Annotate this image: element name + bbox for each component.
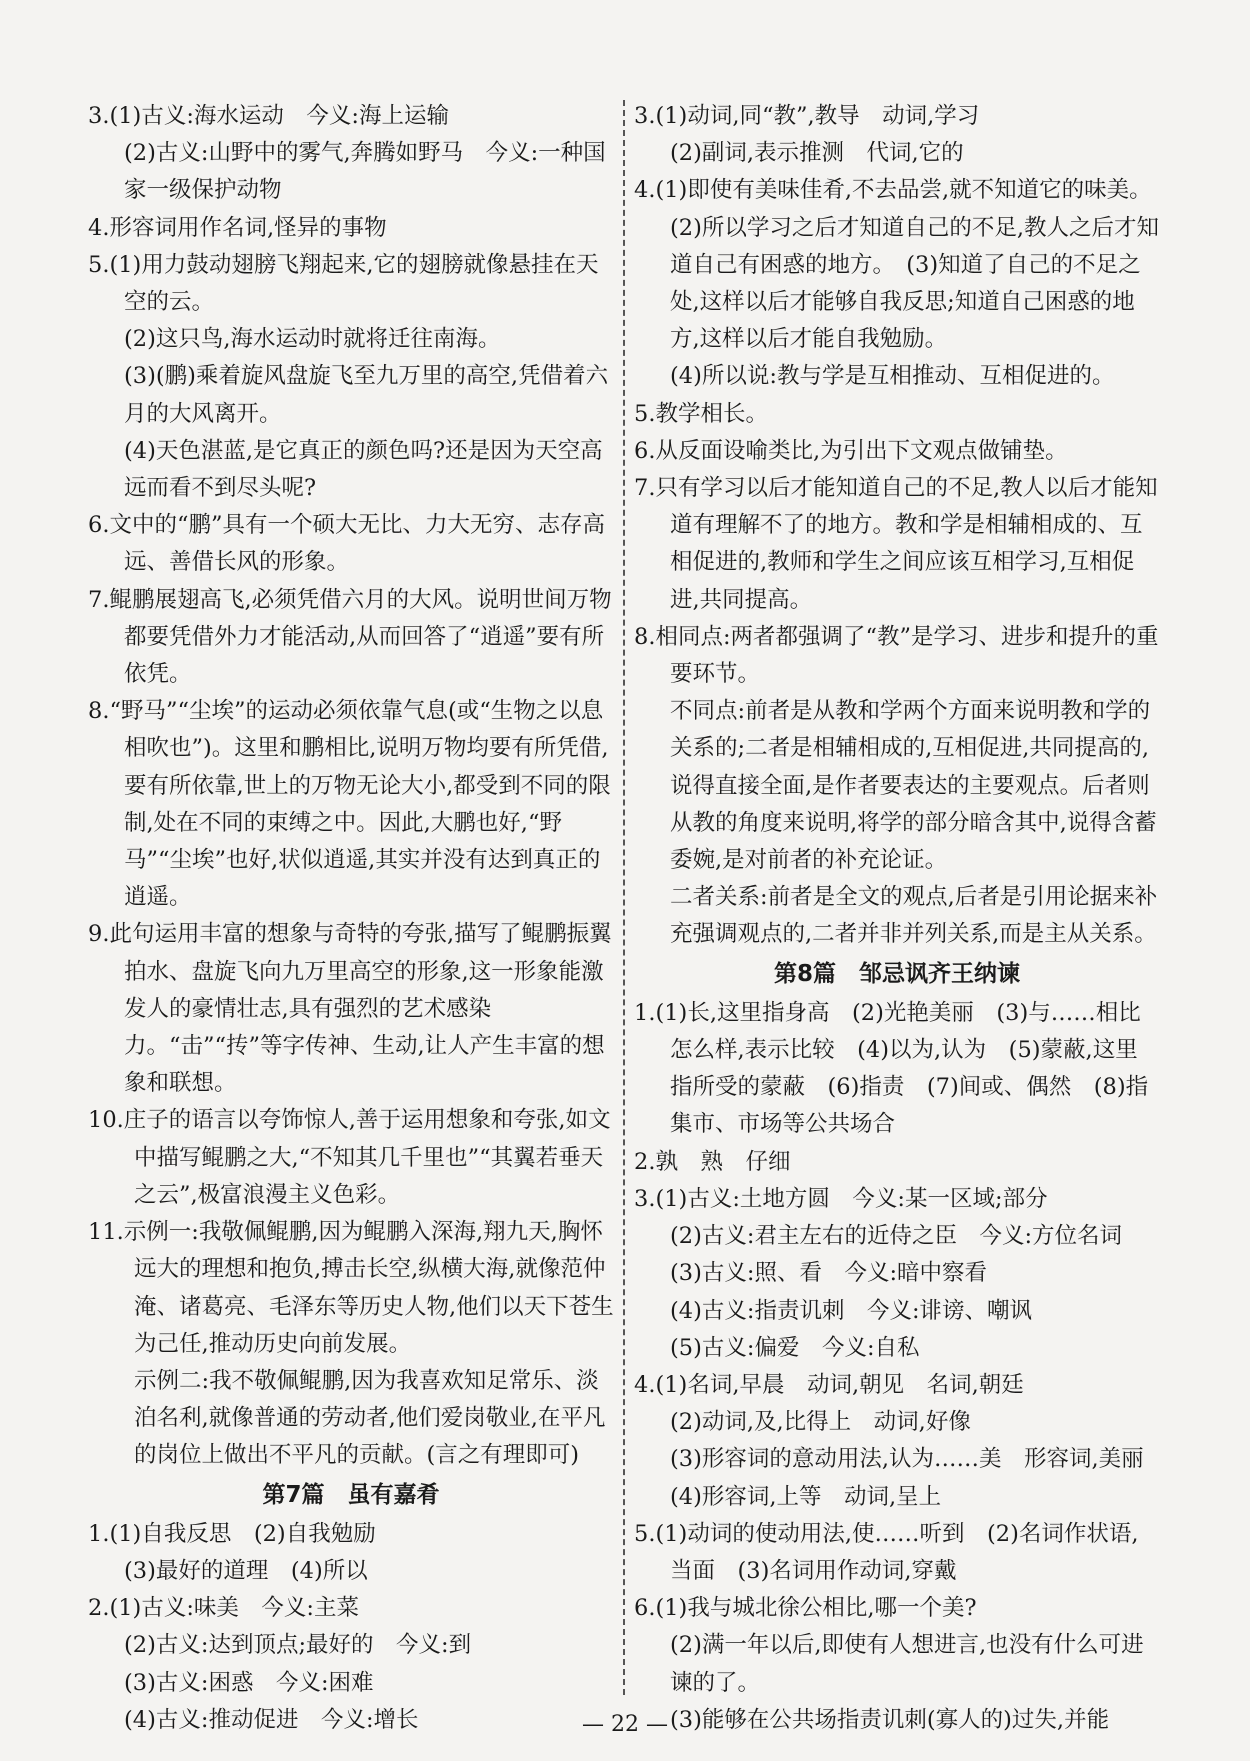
answer-item: 3.(1)古义:海水运动 今义:海上运输 <box>88 103 450 129</box>
answer-item: 8.相同点:两者都强调了“教”是学习、进步和提升的重要环节。 <box>634 623 1159 688</box>
answer-item: 8.“野马”“尘埃”的运动必须依靠气息(或“生物之以息相吹也”)。这里和鹏相比,说明万物均要有所凭借,要有所依靠,世上的万物无论大小,都受到不同的限制,处在不同的束缚之中。因此,大鹏也好,“野马”“尘埃”也好,状似逍遥,其实并没有达到真正的逍遥。 <box>88 698 611 911</box>
answer-item: 4.(1)即使有美味佳肴,不去品尝,就不知道它的味美。 (2)所以学习之后才知道自己的不足,教人之后才知道自己有困惑的地方。 (3)知道了自己的不足之处,这样以后才能够自我反思;知道自己困惑的地方,这样以后才能自我勉励。 <box>634 177 1163 353</box>
answer-subitem: (3)形容词的意动用法,认为……美 形容词,美丽 <box>670 1446 1144 1473</box>
answer-item: 5.(1)动词的使动用法,使……听到 (2)名词作状语,当面 (3)名词用作动词,穿戴 <box>634 1520 1139 1584</box>
answer-subitem: (4)天色湛蓝,是它真正的颜色吗?还是因为天空高远而看不到尽头呢? <box>124 437 603 502</box>
answer-item: 7.只有学习以后才能知道自己的不足,教人以后才能知道有理解不了的地方。教和学是相辅相成的、互相促进的,教师和学生之间应该互相学习,互相促进,共同提高。 <box>634 475 1158 613</box>
answer-subitem: (2)这只鸟,海水运动时就将迁往南海。 <box>124 326 501 353</box>
column-divider <box>623 100 625 1695</box>
answer-subitem: 示例二:我不敬佩鲲鹏,因为我喜欢知足常乐、淡泊名利,就像普通的劳动者,他们爱岗敬业,在平凡的岗位上做出不平凡的贡献。(言之有理即可) <box>134 1367 606 1469</box>
answer-item: 11.示例一:我敬佩鲲鹏,因为鲲鹏入深海,翔九天,胸怀远大的理想和抱负,搏击长空,纵横大海,就像范仲淹、诸葛亮、毛泽东等历史人物,他们以天下苍生为己任,推动历史向前发展。 <box>88 1219 614 1357</box>
answer-item: 1.(1)自我反思 (2)自我勉励 <box>88 1520 376 1547</box>
answer-item: 4.(1)名词,早晨 动词,朝见 名词,朝廷 <box>634 1371 1024 1398</box>
answer-subitem: (3)(鹏)乘着旋风盘旋飞至九万里的高空,凭借着六月的大风离开。 <box>124 363 609 427</box>
section-heading: 第7篇 虽有嘉肴 <box>262 1481 440 1508</box>
answer-subitem: (2)古义:君主左右的近侍之臣 今义:方位名词 <box>670 1223 1123 1250</box>
answer-subitem: (3)能够在公共场指责讥刺(寡人的)过失,并能 <box>670 1706 1110 1733</box>
answer-item: 9.此句运用丰富的想象与奇特的夸张,描写了鲲鹏振翼拍水、盘旋飞向九万里高空的形象,这一形象能激发人的豪情壮志,具有强烈的艺术感染力。“击”“抟”等字传神、生动,让人产生丰富的想象和联想。 <box>88 921 612 1097</box>
answer-subitem: (4)形容词,上等 动词,呈上 <box>670 1483 942 1510</box>
section-heading: 第8篇 邹忌讽齐王纳谏 <box>773 960 1020 987</box>
answer-item: 5.(1)用力鼓动翅膀飞翔起来,它的翅膀就像悬挂在天空的云。 <box>88 251 599 316</box>
answer-subitem: 二者关系:前者是全文的观点,后者是引用论据来补充强调观点的,二者并非并列关系,而是主从关系。 <box>670 884 1158 948</box>
answer-subitem: (2)古义:山野中的雾气,奔腾如野马 今义:一种国家一级保护动物 <box>124 140 606 204</box>
answer-subitem: (4)所以说:教与学是互相推动、互相促进的。 <box>670 363 1115 390</box>
answer-item: 3.(1)动词,同“教”,教导 动词,学习 <box>634 103 980 129</box>
answer-item: 2.孰 熟 仔细 <box>634 1148 791 1175</box>
answer-item: 2.(1)古义:味美 今义:主菜 <box>88 1595 360 1622</box>
answer-subitem: (3)最好的道理 (4)所以 <box>124 1557 368 1584</box>
answer-item: 6.文中的“鹏”具有一个硕大无比、力大无穷、志存高远、善借长风的形象。 <box>88 512 605 576</box>
answer-subitem: 不同点:前者是从教和学两个方面来说明教和学的关系的;二者是相辅相成的,互相促进,共同提高的,说得直接全面,是作者要表达的主要观点。后者则从教的角度来说明,将学的部分暗含其中,说得含蓄委婉,是对前者的补充论证。 <box>670 698 1157 874</box>
answer-item: 6.从反面设喻类比,为引出下文观点做铺垫。 <box>634 437 1068 464</box>
answer-item: 4.形容词用作名词,怪异的事物 <box>88 214 387 241</box>
page-number: — 22 — <box>582 1712 668 1737</box>
answer-subitem: (2)古义:达到顶点;最好的 今义:到 <box>124 1632 472 1659</box>
answer-subitem: (5)古义:偏爱 今义:自私 <box>670 1334 920 1361</box>
answer-subitem: (2)副词,表示推测 代词,它的 <box>670 140 964 167</box>
answer-item: 6.(1)我与城北徐公相比,哪一个美? <box>634 1595 977 1622</box>
answer-item: 7.鲲鹏展翅高飞,必须凭借六月的大风。说明世间万物都要凭借外力才能活动,从而回答了“逍遥”要有所依凭。 <box>88 586 612 688</box>
answer-subitem: (3)古义:照、看 今义:暗中察看 <box>670 1260 988 1287</box>
answer-item: 1.(1)长,这里指身高 (2)光艳美丽 (3)与……相比怎么样,表示比较 (4)以为,认为 (5)蒙蔽,这里指所受的蒙蔽 (6)指责 (7)间或、偶然 (8)指集市、市场等公共场合 <box>634 999 1149 1138</box>
answer-subitem: (3)古义:困惑 今义:困难 <box>124 1669 374 1696</box>
answer-subitem: (2)满一年以后,即使有人想进言,也没有什么可进谏的了。 <box>670 1632 1144 1696</box>
answer-subitem: (2)动词,及,比得上 动词,好像 <box>670 1409 971 1436</box>
answer-subitem: (4)古义:指责讥刺 今义:诽谤、嘲讽 <box>670 1297 1033 1324</box>
answer-item: 3.(1)古义:土地方圆 今义:某一区域;部分 <box>634 1185 1048 1212</box>
answer-item: 10.庄子的语言以夸饰惊人,善于运用想象和夸张,如文中描写鲲鹏之大,“不知其几千里也”“其翼若垂天之云”,极富浪漫主义色彩。 <box>88 1107 611 1208</box>
left-column <box>88 98 614 1739</box>
answer-item: 5.教学相长。 <box>634 400 768 427</box>
right-column <box>634 98 1163 1739</box>
answer-subitem: (4)古义:推动促进 今义:增长 <box>124 1706 419 1733</box>
